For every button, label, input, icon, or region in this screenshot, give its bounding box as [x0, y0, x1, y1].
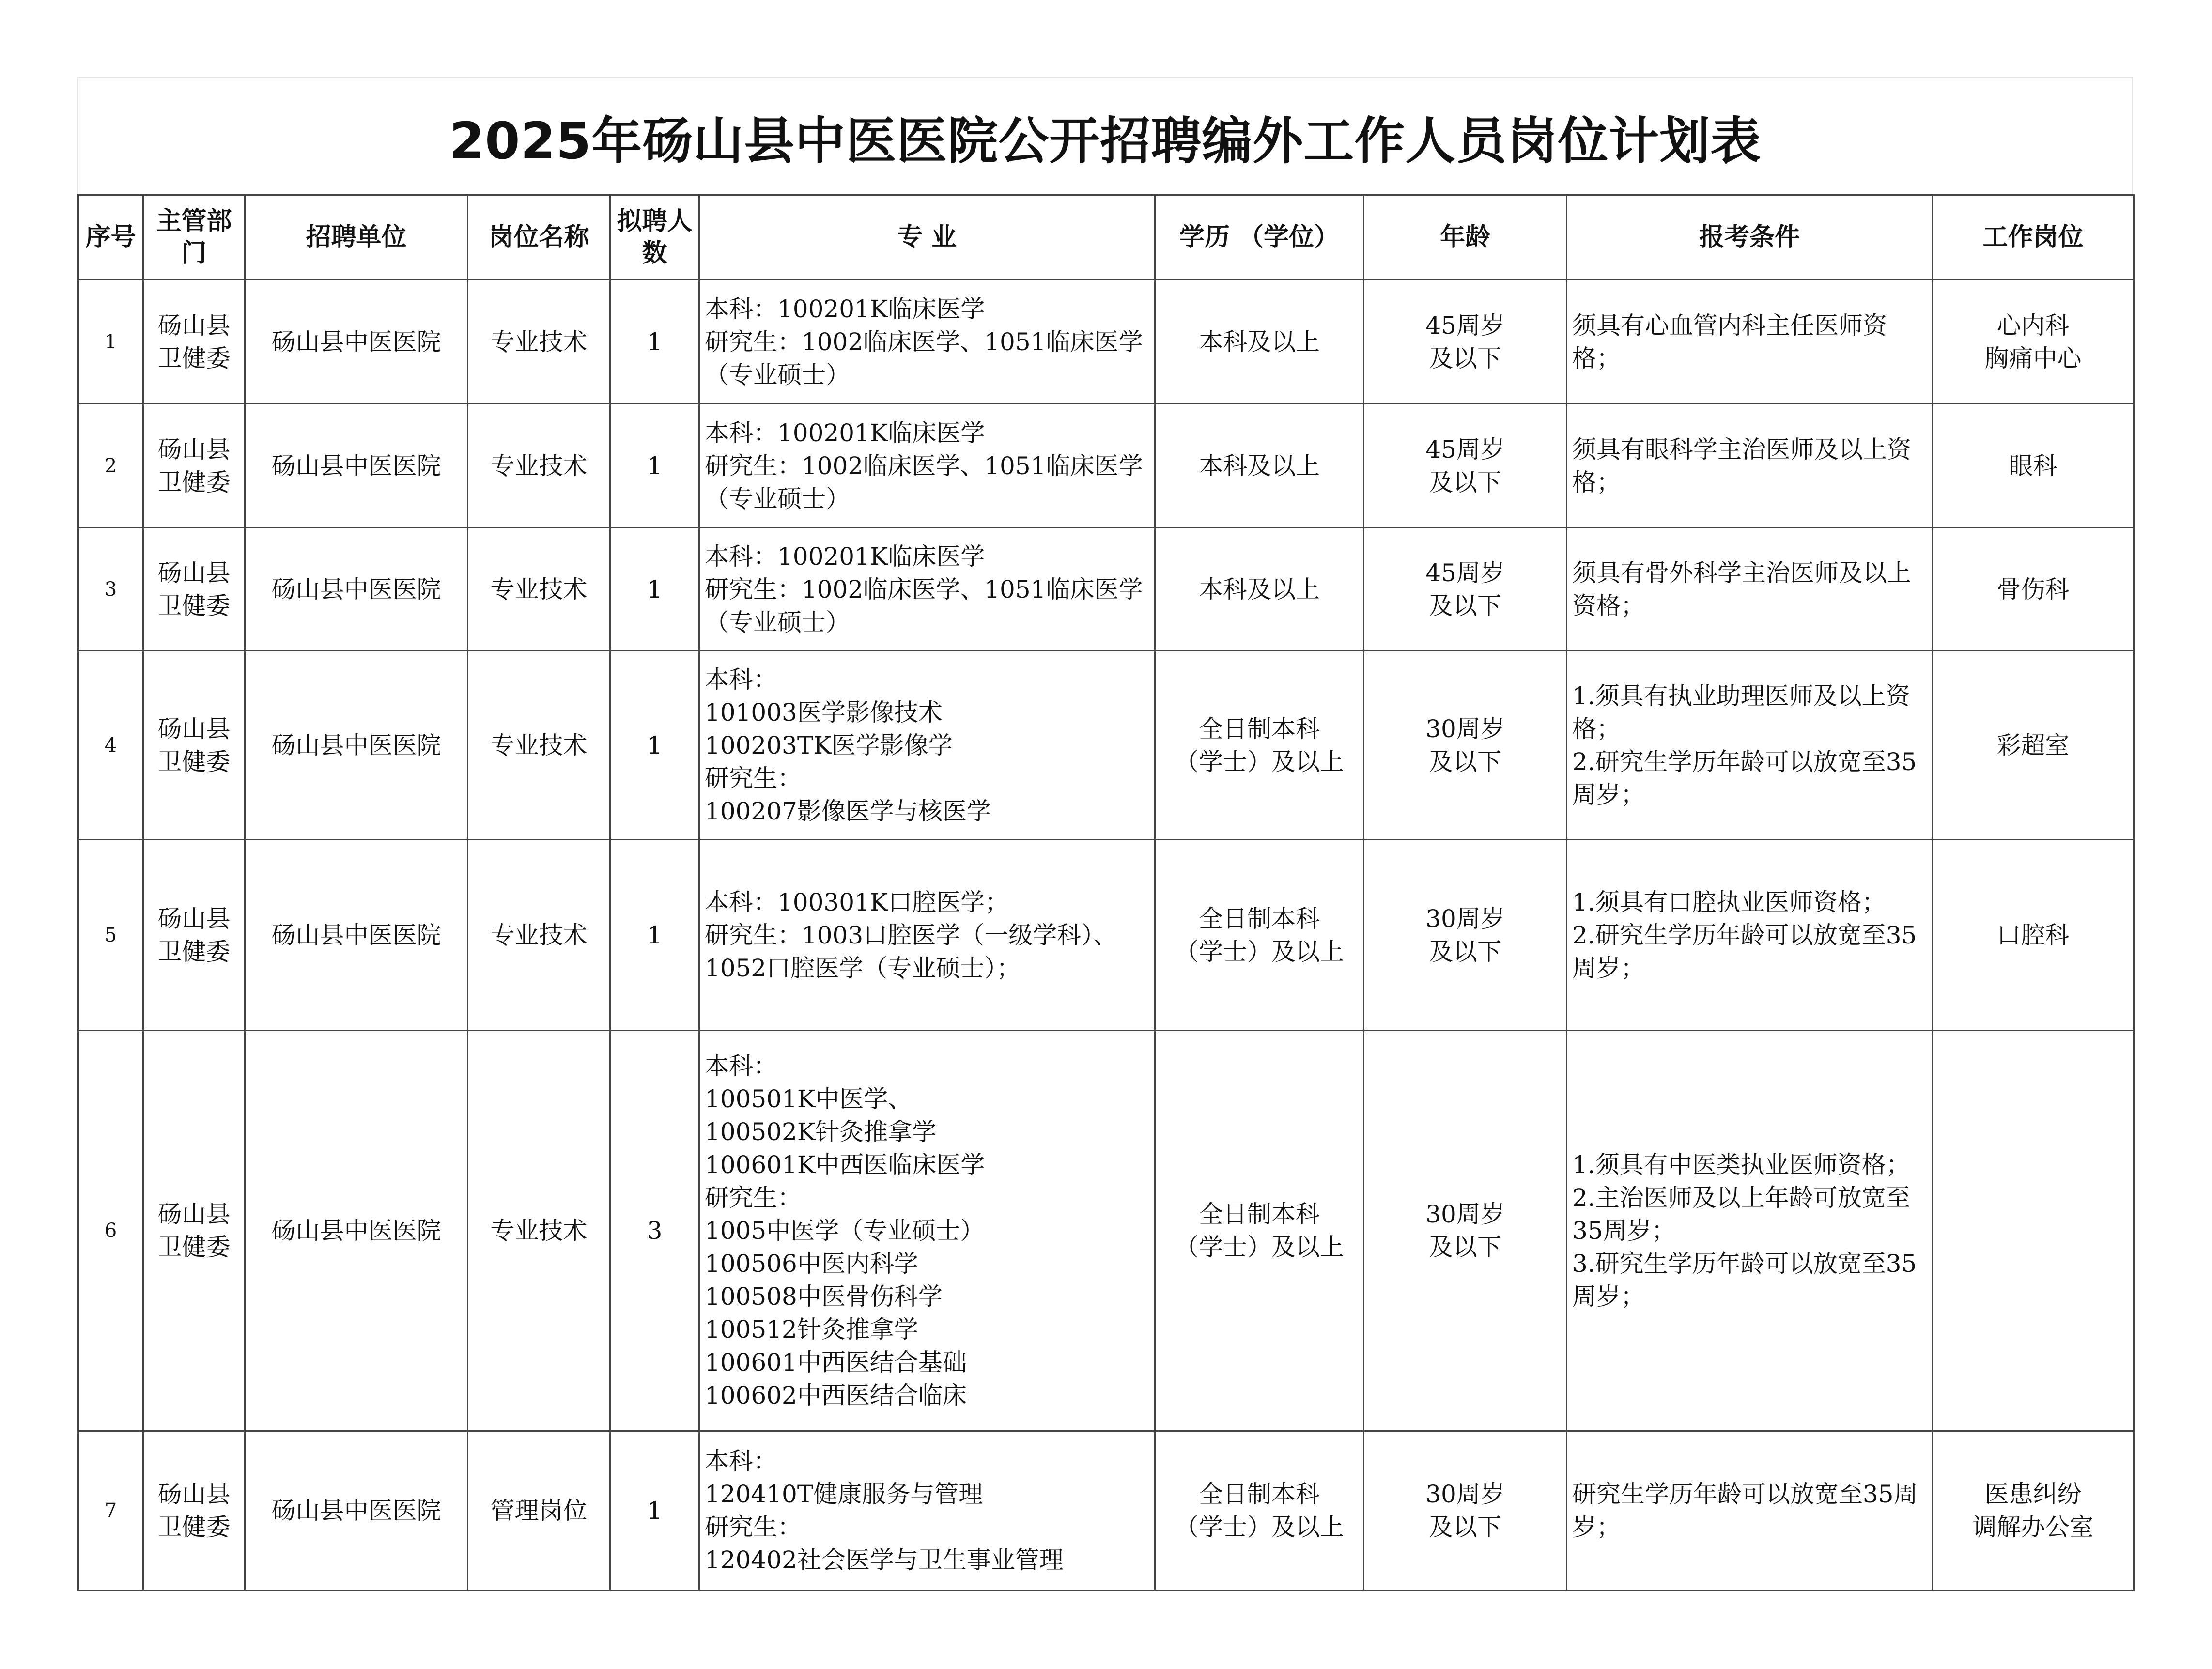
cell-post: 专业技术 [468, 840, 610, 1031]
cell-cond: 须具有心血管内科主任医师资格； [1567, 280, 1933, 404]
cell-count: 1 [610, 404, 699, 528]
header-unit: 招聘单位 [245, 195, 468, 280]
header-conditions: 报考条件 [1567, 195, 1933, 280]
cell-unit: 砀山县中医医院 [245, 280, 468, 404]
cell-dept: 砀山县 卫健委 [143, 280, 245, 404]
table-row [78, 1031, 2134, 1431]
header-post: 岗位名称 [468, 195, 610, 280]
table-row [78, 651, 2134, 840]
cell-count: 1 [610, 1431, 699, 1591]
cell-unit: 砀山县中医医院 [245, 1431, 468, 1591]
cell-edu: 全日制本科 （学士）及以上 [1155, 840, 1364, 1031]
cell-edu: 全日制本科 （学士）及以上 [1155, 651, 1364, 840]
cell-major: 本科： 120410T健康服务与管理 研究生： 120402社会医学与卫生事业管理 [699, 1431, 1155, 1591]
cell-seq: 5 [78, 840, 143, 1031]
table-row [78, 404, 2134, 528]
cell-count: 1 [610, 840, 699, 1031]
cell-seq: 7 [78, 1431, 143, 1591]
cell-dept: 砀山县 卫健委 [143, 404, 245, 528]
header-job: 工作岗位 [1933, 195, 2134, 280]
cell-post: 专业技术 [468, 1031, 610, 1431]
cell-cond: 1.须具有口腔执业医师资格； 2.研究生学历年龄可以放宽至35周岁； [1567, 840, 1933, 1031]
cell-count: 1 [610, 651, 699, 840]
cell-age: 30周岁 及以下 [1364, 651, 1567, 840]
recruitment-plan-sheet [77, 77, 2133, 1591]
cell-job: 医患纠纷 调解办公室 [1933, 1431, 2134, 1591]
recruitment-table [77, 194, 2135, 1591]
cell-job: 眼科 [1933, 404, 2134, 528]
cell-seq: 4 [78, 651, 143, 840]
cell-age: 30周岁 及以下 [1364, 840, 1567, 1031]
cell-job: 骨伤科 [1933, 528, 2134, 651]
header-major: 专 业 [699, 195, 1155, 280]
table-row [78, 840, 2134, 1031]
cell-dept: 砀山县 卫健委 [143, 528, 245, 651]
cell-cond: 1.须具有执业助理医师及以上资格； 2.研究生学历年龄可以放宽至35周岁； [1567, 651, 1933, 840]
cell-edu: 全日制本科 （学士）及以上 [1155, 1431, 1364, 1591]
cell-unit: 砀山县中医医院 [245, 404, 468, 528]
cell-major: 本科：100201K临床医学 研究生：1002临床医学、1051临床医学（专业硕士） [699, 280, 1155, 404]
cell-cond: 研究生学历年龄可以放宽至35周岁； [1567, 1431, 1933, 1591]
cell-edu: 全日制本科 （学士）及以上 [1155, 1031, 1364, 1431]
cell-cond: 须具有骨外科学主治医师及以上资格； [1567, 528, 1933, 651]
cell-age: 30周岁 及以下 [1364, 1431, 1567, 1591]
cell-unit: 砀山县中医医院 [245, 840, 468, 1031]
cell-job: 口腔科 [1933, 840, 2134, 1031]
cell-count: 1 [610, 528, 699, 651]
cell-dept: 砀山县 卫健委 [143, 1431, 245, 1591]
cell-post: 专业技术 [468, 404, 610, 528]
cell-post: 专业技术 [468, 651, 610, 840]
header-row [78, 195, 2134, 280]
cell-count: 3 [610, 1031, 699, 1431]
cell-unit: 砀山县中医医院 [245, 651, 468, 840]
cell-unit: 砀山县中医医院 [245, 528, 468, 651]
header-seq: 序号 [78, 195, 143, 280]
table-row [78, 1431, 2134, 1591]
cell-major: 本科： 101003医学影像技术 100203TK医学影像学 研究生： 100207影像医学与核医学 [699, 651, 1155, 840]
table-row [78, 280, 2134, 404]
cell-seq: 3 [78, 528, 143, 651]
cell-seq: 6 [78, 1031, 143, 1431]
cell-dept: 砀山县 卫健委 [143, 840, 245, 1031]
cell-seq: 1 [78, 280, 143, 404]
cell-major: 本科：100201K临床医学 研究生：1002临床医学、1051临床医学（专业硕士） [699, 528, 1155, 651]
cell-major: 本科：100201K临床医学 研究生：1002临床医学、1051临床医学（专业硕士） [699, 404, 1155, 528]
header-count: 拟聘人数 [610, 195, 699, 280]
cell-cond: 须具有眼科学主治医师及以上资格； [1567, 404, 1933, 528]
cell-job: 彩超室 [1933, 651, 2134, 840]
cell-job: 心内科 胸痛中心 [1933, 280, 2134, 404]
cell-post: 专业技术 [468, 280, 610, 404]
cell-edu: 本科及以上 [1155, 404, 1364, 528]
cell-seq: 2 [78, 404, 143, 528]
header-age: 年龄 [1364, 195, 1567, 280]
cell-post: 专业技术 [468, 528, 610, 651]
cell-dept: 砀山县 卫健委 [143, 1031, 245, 1431]
cell-post: 管理岗位 [468, 1431, 610, 1591]
cell-count: 1 [610, 280, 699, 404]
cell-job [1933, 1031, 2134, 1431]
cell-major: 本科： 100501K中医学、 100502K针灸推拿学 100601K中西医临床医学 研究生： 1005中医学（专业硕士） 100506中医内科学 100508中医骨伤科学 100512针灸推拿学 100601中西医结合基础 100602中西医结合临床 [699, 1031, 1155, 1431]
document-title: 2025年砀山县中医医院公开招聘编外工作人员岗位计划表 [77, 77, 2133, 194]
cell-age: 30周岁 及以下 [1364, 1031, 1567, 1431]
cell-unit: 砀山县中医医院 [245, 1031, 468, 1431]
cell-cond: 1.须具有中医类执业医师资格； 2.主治医师及以上年龄可放宽至35周岁； 3.研究生学历年龄可以放宽至35周岁； [1567, 1031, 1933, 1431]
header-education: 学历 （学位） [1155, 195, 1364, 280]
cell-edu: 本科及以上 [1155, 528, 1364, 651]
table-row [78, 528, 2134, 651]
cell-age: 45周岁 及以下 [1364, 528, 1567, 651]
cell-edu: 本科及以上 [1155, 280, 1364, 404]
cell-age: 45周岁 及以下 [1364, 280, 1567, 404]
header-dept: 主管部门 [143, 195, 245, 280]
cell-major: 本科：100301K口腔医学； 研究生：1003口腔医学（一级学科）、1052口腔医学（专业硕士）； [699, 840, 1155, 1031]
cell-age: 45周岁 及以下 [1364, 404, 1567, 528]
cell-dept: 砀山县 卫健委 [143, 651, 245, 840]
